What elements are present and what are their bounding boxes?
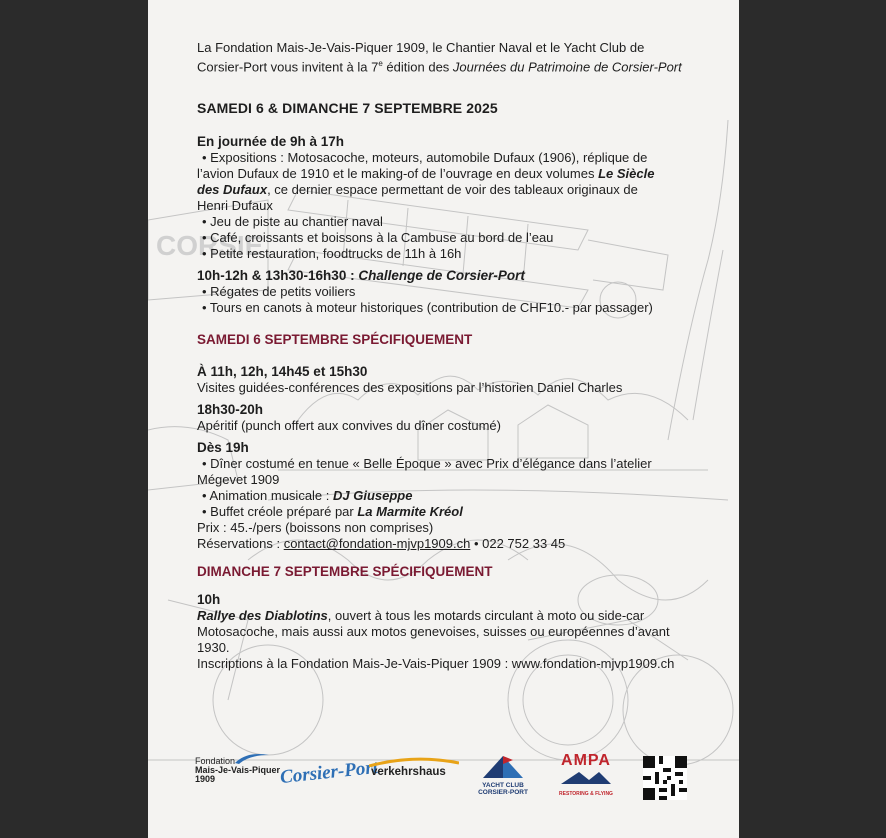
- saturday-heading: SAMEDI 6 SEPTEMBRE SPÉCIFIQUEMENT: [197, 332, 473, 348]
- intro-line-2: Corsier-Port vous invitent à la 7: [197, 59, 379, 75]
- bird-icon: [235, 751, 269, 765]
- visits-time: À 11h, 12h, 14h45 et 15h30: [197, 364, 368, 380]
- dinner-item-cont: Mégevet 1909: [197, 472, 280, 488]
- rally-text-cont2: 1930.: [197, 640, 230, 656]
- intro-line-1: La Fondation Mais-Je-Vais-Piquer 1909, le Chantier Naval et le Yacht Club de: [197, 40, 645, 55]
- intro-line-2b: édition des: [382, 59, 453, 75]
- expo-item-cont: l’avion Dufaux de 1910 et le making-of de l’ouvrage en deux volumes Le Siècle: [197, 166, 655, 182]
- fondation-logo: Fondation Mais-Je-Vais-Piquer 1909: [195, 757, 280, 784]
- inscription-text: Inscriptions à la Fondation Mais-Je-Vais-Piquer 1909 : www.fondation-mjvp1909.ch: [197, 656, 675, 672]
- challenge-item: • Tours en canots à moteur historiques (contribution de CHF10.- par passager): [202, 300, 653, 316]
- flags-icon: [473, 752, 533, 780]
- music-item: • Animation musicale : DJ Giuseppe: [202, 488, 413, 504]
- flyer-page: [148, 0, 739, 838]
- price-text: Prix : 45.-/pers (boissons non comprises): [197, 520, 434, 536]
- day-time: En journée de 9h à 17h: [197, 134, 345, 150]
- sponsor-logos: [195, 752, 695, 812]
- dinner-time: Dès 19h: [197, 440, 249, 456]
- buffet-item: • Buffet créole préparé par La Marmite Kréol: [202, 504, 463, 520]
- flyer-content: [197, 40, 739, 672]
- dinner-item: • Dîner costumé en tenue « Belle Époque » avec Prix d’élégance dans l’atelier: [202, 456, 652, 472]
- apero-time: 18h30-20h: [197, 402, 264, 418]
- challenge-heading: 10h-12h & 13h30-16h30 : Challenge de Corsier-Port: [197, 268, 525, 284]
- ampa-emblem-icon: [559, 770, 613, 786]
- dates-heading: SAMEDI 6 & DIMANCHE 7 SEPTEMBRE 2025: [197, 100, 498, 117]
- event-name: Journées du Patrimoine de Corsier-Port: [452, 59, 682, 75]
- visits-text: Visites guidées-conférences des expositions par l’historien Daniel Charles: [197, 380, 623, 396]
- reservation-email-link[interactable]: contact@fondation-mjvp1909.ch: [283, 536, 471, 552]
- verkehrshaus-logo: verkehrshaus: [371, 766, 446, 778]
- swoosh-icon: [369, 757, 459, 767]
- rally-text: Rallye des Diablotins, ouvert à tous les motards circulant à moto ou side-car: [197, 608, 645, 624]
- ampa-logo: AMPA RESTORING & FLYING: [559, 752, 613, 797]
- svg-text:CORSIE: CORSIE: [156, 230, 264, 261]
- corsier-port-logo: Corsier-Port: [279, 756, 379, 789]
- day-item: • Petite restauration, foodtrucks de 11h à 16h: [202, 246, 462, 262]
- yacht-club-logo: YACHT CLUB CORSIER-PORT: [473, 752, 533, 796]
- expo-item-cont3: Henri Dufaux: [197, 198, 273, 214]
- intro-text: [197, 40, 739, 75]
- challenge-item: • Régates de petits voiliers: [202, 284, 356, 300]
- qr-code[interactable]: [643, 756, 687, 805]
- day-item: • Jeu de piste au chantier naval: [202, 214, 383, 230]
- sunday-time: 10h: [197, 592, 221, 608]
- qr-code-icon: [643, 756, 687, 800]
- day-item: • Café, croissants et boissons à la Cambuse au bord de l’eau: [202, 230, 554, 246]
- sunday-heading: DIMANCHE 7 SEPTEMBRE SPÉCIFIQUEMENT: [197, 564, 493, 580]
- apero-text: Apéritif (punch offert aux convives du dîner costumé): [197, 418, 501, 434]
- reservation-text: Réservations : contact@fondation-mjvp1909.ch • 022 752 33 45: [197, 536, 566, 552]
- rally-text-cont: Motosacoche, mais aussi aux motos genevoises, suisses ou européennes d’avant: [197, 624, 670, 640]
- edition-superscript: e: [378, 59, 383, 68]
- expo-item: • Expositions : Motosacoche, moteurs, automobile Dufaux (1906), réplique de: [202, 150, 648, 166]
- expo-item-cont2: des Dufaux, ce dernier espace permettant de voir des tableaux originaux de: [197, 182, 638, 198]
